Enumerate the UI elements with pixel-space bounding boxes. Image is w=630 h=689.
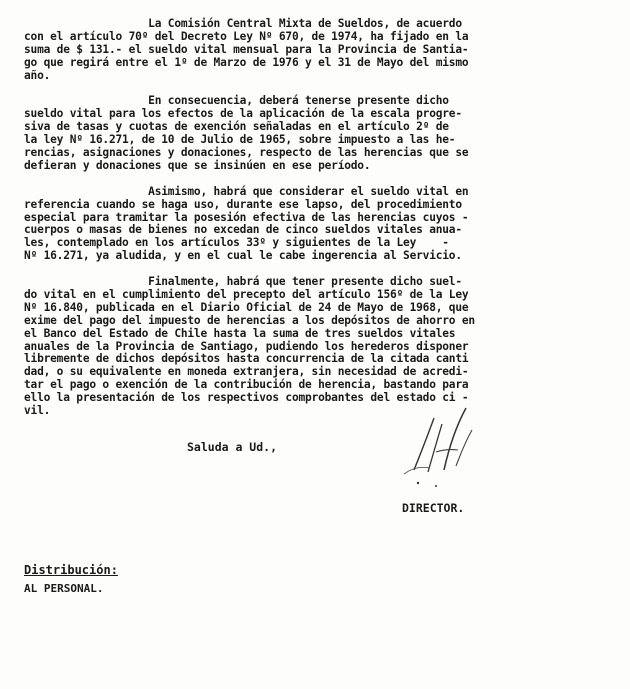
- handwritten-signature: [384, 400, 494, 495]
- letter-line: suma de $ 131.- el sueldo vital mensual para la Provincia de Santia-: [24, 42, 469, 56]
- letter-line: Nº 16.271, ya aludida, y en el cual le cabe ingerencia al Servicio.: [24, 249, 462, 263]
- letter-line: el Banco del Estado de Chile hasta la suma de tres sueldos vitales: [24, 326, 456, 340]
- letter-line: cuerpos o masas de bienes no excedan de cinco sueldos vitales anua-: [24, 223, 462, 237]
- letter-line: vil.: [24, 404, 51, 417]
- letter-line: rencias, asignaciones y donaciones, respecto de las herencias que se: [24, 146, 469, 159]
- letter-line: En consecuencia, deberá tenerse presente dicho: [24, 94, 449, 108]
- letter-line: referencia cuando se haga uso, durante ese lapso, del procedimiento: [24, 197, 462, 211]
- letter-line: exime del pago del impuesto de herencias a los depósitos de ahorro en: [24, 313, 475, 327]
- letter-line: año.: [24, 68, 51, 82]
- letter-line: La Comisión Central Mixta de Sueldos, de acuerdo: [24, 17, 462, 30]
- distribution-item: AL PERSONAL.: [24, 582, 104, 595]
- distribution-heading: Distribución:: [24, 563, 118, 577]
- letter-line: anuales de la Provincia de Santiago, pudiendo los herederos disponer: [24, 339, 469, 353]
- letter-line: Asimismo, habrá que considerar el sueldo vital en: [24, 184, 469, 198]
- letter-line: go que regirá entre el 1º de Marzo de 1976 y el 31 de Mayo del mismo: [24, 55, 469, 69]
- letter-line: sueldo vital para los efectos de la aplicación de la escala progre-: [24, 107, 462, 121]
- letter-line: tar el pago o exención de la contribución de herencia, bastando para: [24, 378, 469, 392]
- letter-line: la ley Nº 16.271, de 10 de Julio de 1965, sobre impuesto a las he-: [24, 133, 456, 147]
- letter-line: ello la presentación de los respectivos comprobantes del estado ci -: [24, 391, 469, 405]
- letter-line: libremente de dichos depósitos hasta concurrencia de la citada canti: [24, 352, 469, 366]
- closing-salutation: Saluda a Ud.,: [187, 440, 278, 454]
- letter-line: defieran y donaciones que se insinúen en ese período.: [24, 158, 371, 172]
- letter-line: Finalmente, habrá que tener presente dicho suel-: [24, 275, 462, 288]
- letter-line: siva de tasas y cuotas de exención señaladas en el artículo 2º de: [24, 120, 449, 134]
- letter-line: les, contemplado en los artículos 33º y siguientes de la Ley -: [24, 236, 449, 250]
- letter-line: Nº 16.840, publicada en el Diario Oficial de 24 de Mayo de 1968, que: [24, 300, 469, 314]
- signatory-title: DIRECTOR.: [402, 501, 465, 515]
- letter-line: con el artículo 70º del Decreto Ley Nº 670, de 1974, ha fijado en la: [24, 29, 469, 43]
- letter-line: especial para tramitar la posesión efectiva de las herencias cuyos -: [24, 210, 469, 224]
- letter-line: dad, o su equivalente en moneda extranjera, sin necesidad de acredi-: [24, 365, 469, 379]
- letter-line: do vital en el cumplimiento del precepto del artículo 156º de la Ley: [24, 287, 469, 301]
